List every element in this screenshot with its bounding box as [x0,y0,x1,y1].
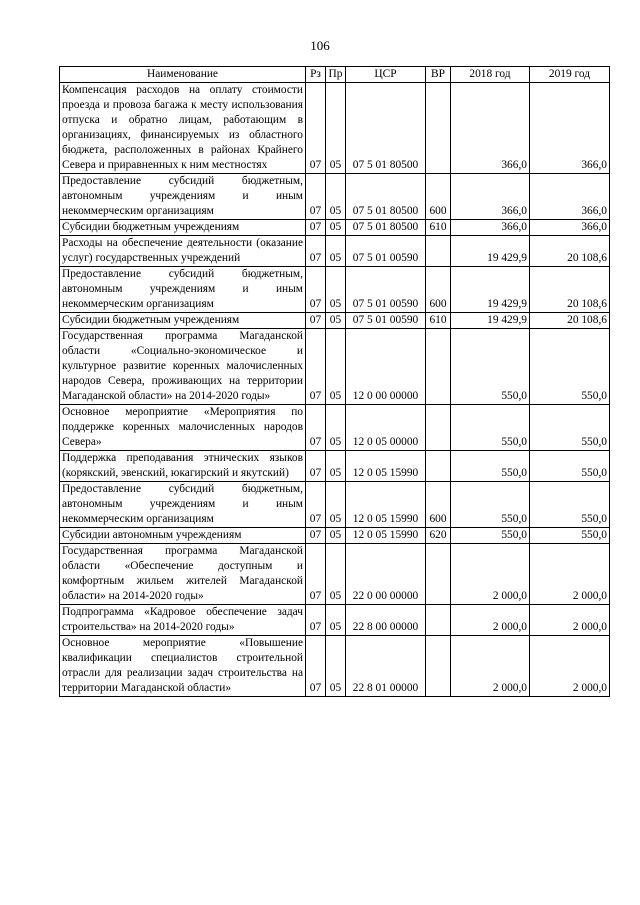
table-row [60,482,610,528]
table-row [60,267,610,313]
row-csr: 22 8 01 00000 [346,636,426,697]
row-pr: 05 [326,236,346,267]
row-rz: 07 [306,482,326,528]
row-rz: 07 [306,528,326,544]
row-csr: 07 5 01 00590 [346,236,426,267]
row-value-2018: 2 000,0 [451,605,530,636]
row-value-2019: 366,0 [530,174,610,220]
table-row [60,451,610,482]
row-csr: 12 0 05 15990 [346,482,426,528]
row-name: Государственная программа Магаданской области «Обеспечение доступным и комфортным жильем жителей Магаданской области» на 2014-2020 годы» [60,544,306,605]
column-header-rz: Рз [306,67,326,83]
budget-table [59,66,610,697]
table-row [60,313,610,329]
row-name: Поддержка преподавания этнических языков (корякский, эвенский, юкагирский и якутский) [60,451,306,482]
row-value-2018: 366,0 [451,83,530,174]
row-value-2019: 2 000,0 [530,636,610,697]
row-pr: 05 [326,267,346,313]
row-value-2018: 19 429,9 [451,236,530,267]
row-pr: 05 [326,405,346,451]
row-name: Субсидии бюджетным учреждениям [60,220,306,236]
row-vr [426,605,451,636]
row-pr: 05 [326,174,346,220]
row-value-2018: 2 000,0 [451,636,530,697]
row-vr: 600 [426,174,451,220]
column-header-csr: ЦСР [346,67,426,83]
row-value-2018: 19 429,9 [451,313,530,329]
table-row [60,605,610,636]
row-name: Государственная программа Магаданской области «Социально-экономическое и культурное развитие коренных малочисленных народов Севера, проживающих на территории Магаданской области» на 2014-2020 годы» [60,329,306,405]
row-rz: 07 [306,405,326,451]
row-vr: 610 [426,313,451,329]
row-rz: 07 [306,83,326,174]
row-csr: 07 5 01 80500 [346,83,426,174]
row-rz: 07 [306,605,326,636]
column-header-2018: 2018 год [451,67,530,83]
row-value-2018: 2 000,0 [451,544,530,605]
table-row [60,528,610,544]
row-name: Расходы на обеспечение деятельности (оказание услуг) государственных учреждений [60,236,306,267]
table-row [60,329,610,405]
row-vr [426,636,451,697]
row-vr: 600 [426,482,451,528]
row-value-2019: 366,0 [530,220,610,236]
row-vr [426,83,451,174]
row-csr: 07 5 01 00590 [346,313,426,329]
column-header-pr: Пр [326,67,346,83]
row-value-2018: 550,0 [451,405,530,451]
row-rz: 07 [306,329,326,405]
row-csr: 07 5 01 80500 [346,174,426,220]
row-vr [426,405,451,451]
row-rz: 07 [306,636,326,697]
row-pr: 05 [326,220,346,236]
row-name: Подпрограмма «Кадровое обеспечение задач строительства» на 2014-2020 годы» [60,605,306,636]
column-header-name: Наименование [60,67,306,83]
row-name: Предоставление субсидий бюджетным, автономным учреждениям и иным некоммерческим организациям [60,174,306,220]
row-value-2018: 550,0 [451,482,530,528]
column-header-2019: 2019 год [530,67,610,83]
row-vr [426,451,451,482]
table-row [60,236,610,267]
table-row [60,83,610,174]
row-name: Основное мероприятие «Мероприятия по поддержке коренных малочисленных народов Севера» [60,405,306,451]
row-vr: 610 [426,220,451,236]
row-pr: 05 [326,329,346,405]
row-csr: 12 0 05 15990 [346,451,426,482]
row-vr: 600 [426,267,451,313]
row-value-2019: 20 108,6 [530,313,610,329]
row-vr: 620 [426,528,451,544]
row-rz: 07 [306,313,326,329]
row-rz: 07 [306,267,326,313]
row-pr: 05 [326,451,346,482]
row-value-2019: 2 000,0 [530,544,610,605]
row-value-2019: 550,0 [530,405,610,451]
row-csr: 22 0 00 00000 [346,544,426,605]
row-name: Основное мероприятие «Повышение квалификации специалистов строительной отрасли для реализации задач строительства на территории Магаданской области» [60,636,306,697]
column-header-vr: ВР [426,67,451,83]
row-value-2019: 20 108,6 [530,267,610,313]
row-value-2018: 550,0 [451,329,530,405]
row-name: Субсидии автономным учреждениям [60,528,306,544]
row-rz: 07 [306,220,326,236]
table-row [60,174,610,220]
row-pr: 05 [326,528,346,544]
row-vr [426,329,451,405]
row-csr: 12 0 05 15990 [346,528,426,544]
table-row [60,220,610,236]
row-value-2019: 550,0 [530,482,610,528]
row-value-2019: 550,0 [530,451,610,482]
table-row [60,636,610,697]
table-row [60,405,610,451]
row-csr: 12 0 00 00000 [346,329,426,405]
row-value-2019: 550,0 [530,528,610,544]
row-rz: 07 [306,174,326,220]
row-value-2019: 20 108,6 [530,236,610,267]
row-csr: 07 5 01 00590 [346,267,426,313]
row-pr: 05 [326,482,346,528]
row-name: Предоставление субсидий бюджетным, автономным учреждениям и иным некоммерческим организациям [60,267,306,313]
row-name: Компенсация расходов на оплату стоимости проезда и провоза багажа к месту использования отпуска и обратно лицам, работающим в организациях, финансируемых из областного бюджета, расположенных в районах Крайнего Севера и приравненных к ним местностях [60,83,306,174]
table-header-row [60,67,610,83]
row-pr: 05 [326,605,346,636]
row-value-2018: 550,0 [451,451,530,482]
row-rz: 07 [306,544,326,605]
table-body [60,83,610,697]
row-vr [426,544,451,605]
row-pr: 05 [326,636,346,697]
row-value-2018: 19 429,9 [451,267,530,313]
row-value-2018: 366,0 [451,220,530,236]
row-pr: 05 [326,83,346,174]
row-value-2018: 366,0 [451,174,530,220]
row-pr: 05 [326,544,346,605]
row-name: Субсидии бюджетным учреждениям [60,313,306,329]
row-value-2019: 366,0 [530,83,610,174]
row-value-2019: 550,0 [530,329,610,405]
page-number: 106 [310,38,330,53]
row-vr [426,236,451,267]
row-rz: 07 [306,236,326,267]
row-csr: 12 0 05 00000 [346,405,426,451]
row-pr: 05 [326,313,346,329]
row-value-2018: 550,0 [451,528,530,544]
row-value-2019: 2 000,0 [530,605,610,636]
table-row [60,544,610,605]
row-rz: 07 [306,451,326,482]
row-name: Предоставление субсидий бюджетным, автономным учреждениям и иным некоммерческим организациям [60,482,306,528]
row-csr: 07 5 01 80500 [346,220,426,236]
row-csr: 22 8 00 00000 [346,605,426,636]
